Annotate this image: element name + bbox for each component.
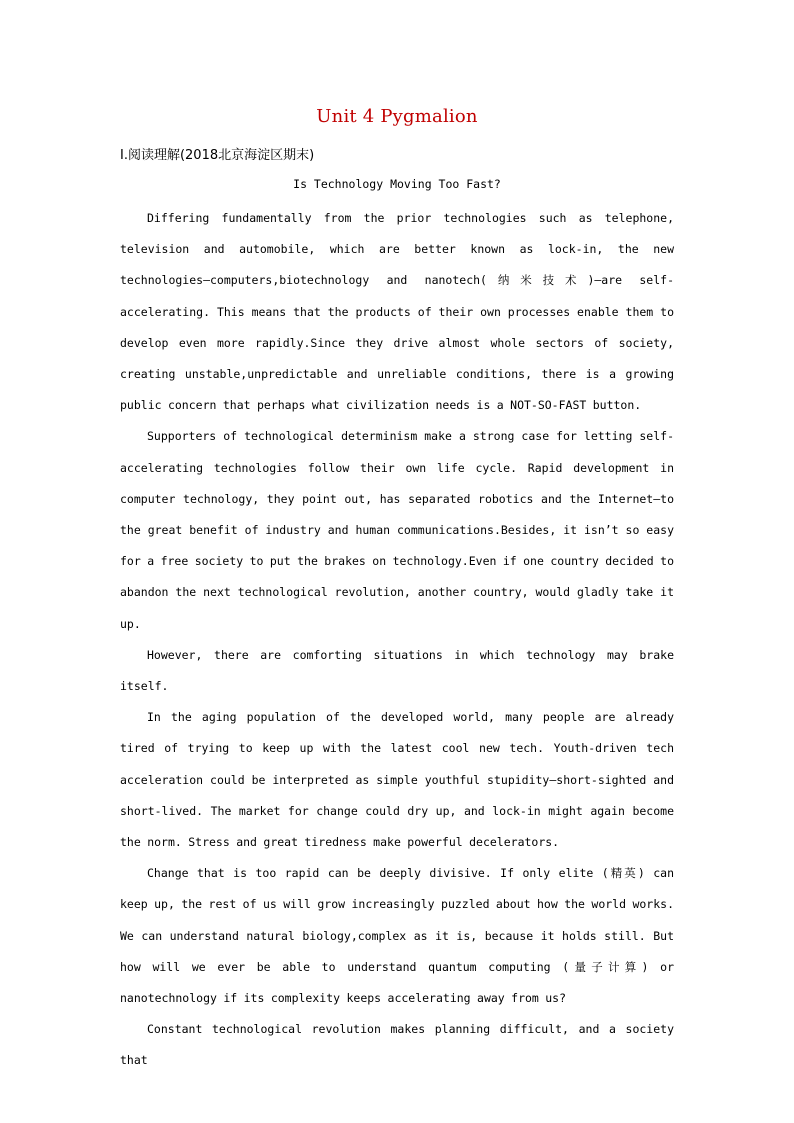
paragraph: However, there are comforting situations in which technology may brake itself. [120, 647, 674, 694]
section-heading: Ⅰ.阅读理解(2018北京海淀区期末) [120, 148, 315, 163]
paragraph: Differing fundamentally from the prior technologies such as telephone, television and automobile, which are better known as lock-in, the new technologies—computers,biotechnology and nanotech(纳米技术)—are self-accelerating. This means that the products of their own processes enable them to develop even more rapidly.Since they drive almost whole sectors of society, creating unstable,unpredictable and unreliable conditions, there is a growing public concern that perhaps what civilization needs is a NOT-SO-FAST button. [120, 211, 674, 413]
page-title: Unit 4 Pygmalion [316, 106, 478, 127]
article-title: Is Technology Moving Too Fast? [293, 177, 501, 191]
paragraph: Supporters of technological determinism make a strong case for letting self-accelerating technologies follow their own life cycle. Rapid development in computer technology, they point out, has separated robotics and the Internet—to the great benefit of industry and human communications.Besides, it isn’t so easy for a free society to put the brakes on technology.Even if one country decided to abandon the next technological revolution, another country, would gladly take it up. [120, 429, 674, 631]
paragraph: Constant technological revolution makes planning difficult, and a society that [120, 1022, 674, 1068]
paragraph: Change that is too rapid can be deeply divisive. If only elite (精英) can keep up, the rest of us will grow increasingly puzzled about how the world works. We can understand natural biology,complex as it is, because it holds still. But how will we ever be able to understand quantum computing (量子计算) or nanotechnology if its complexity keeps accelerating away from us? [120, 866, 674, 1006]
article-body [120, 203, 674, 1077]
paragraph: In the aging population of the developed world, many people are already tired of trying to keep up with the latest cool new tech. Youth-driven tech acceleration could be interpreted as simple youthful stupidity—short-sighted and short-lived. The market for change could dry up, and lock-in might again become the norm. Stress and great tiredness make powerful decelerators. [120, 710, 674, 850]
